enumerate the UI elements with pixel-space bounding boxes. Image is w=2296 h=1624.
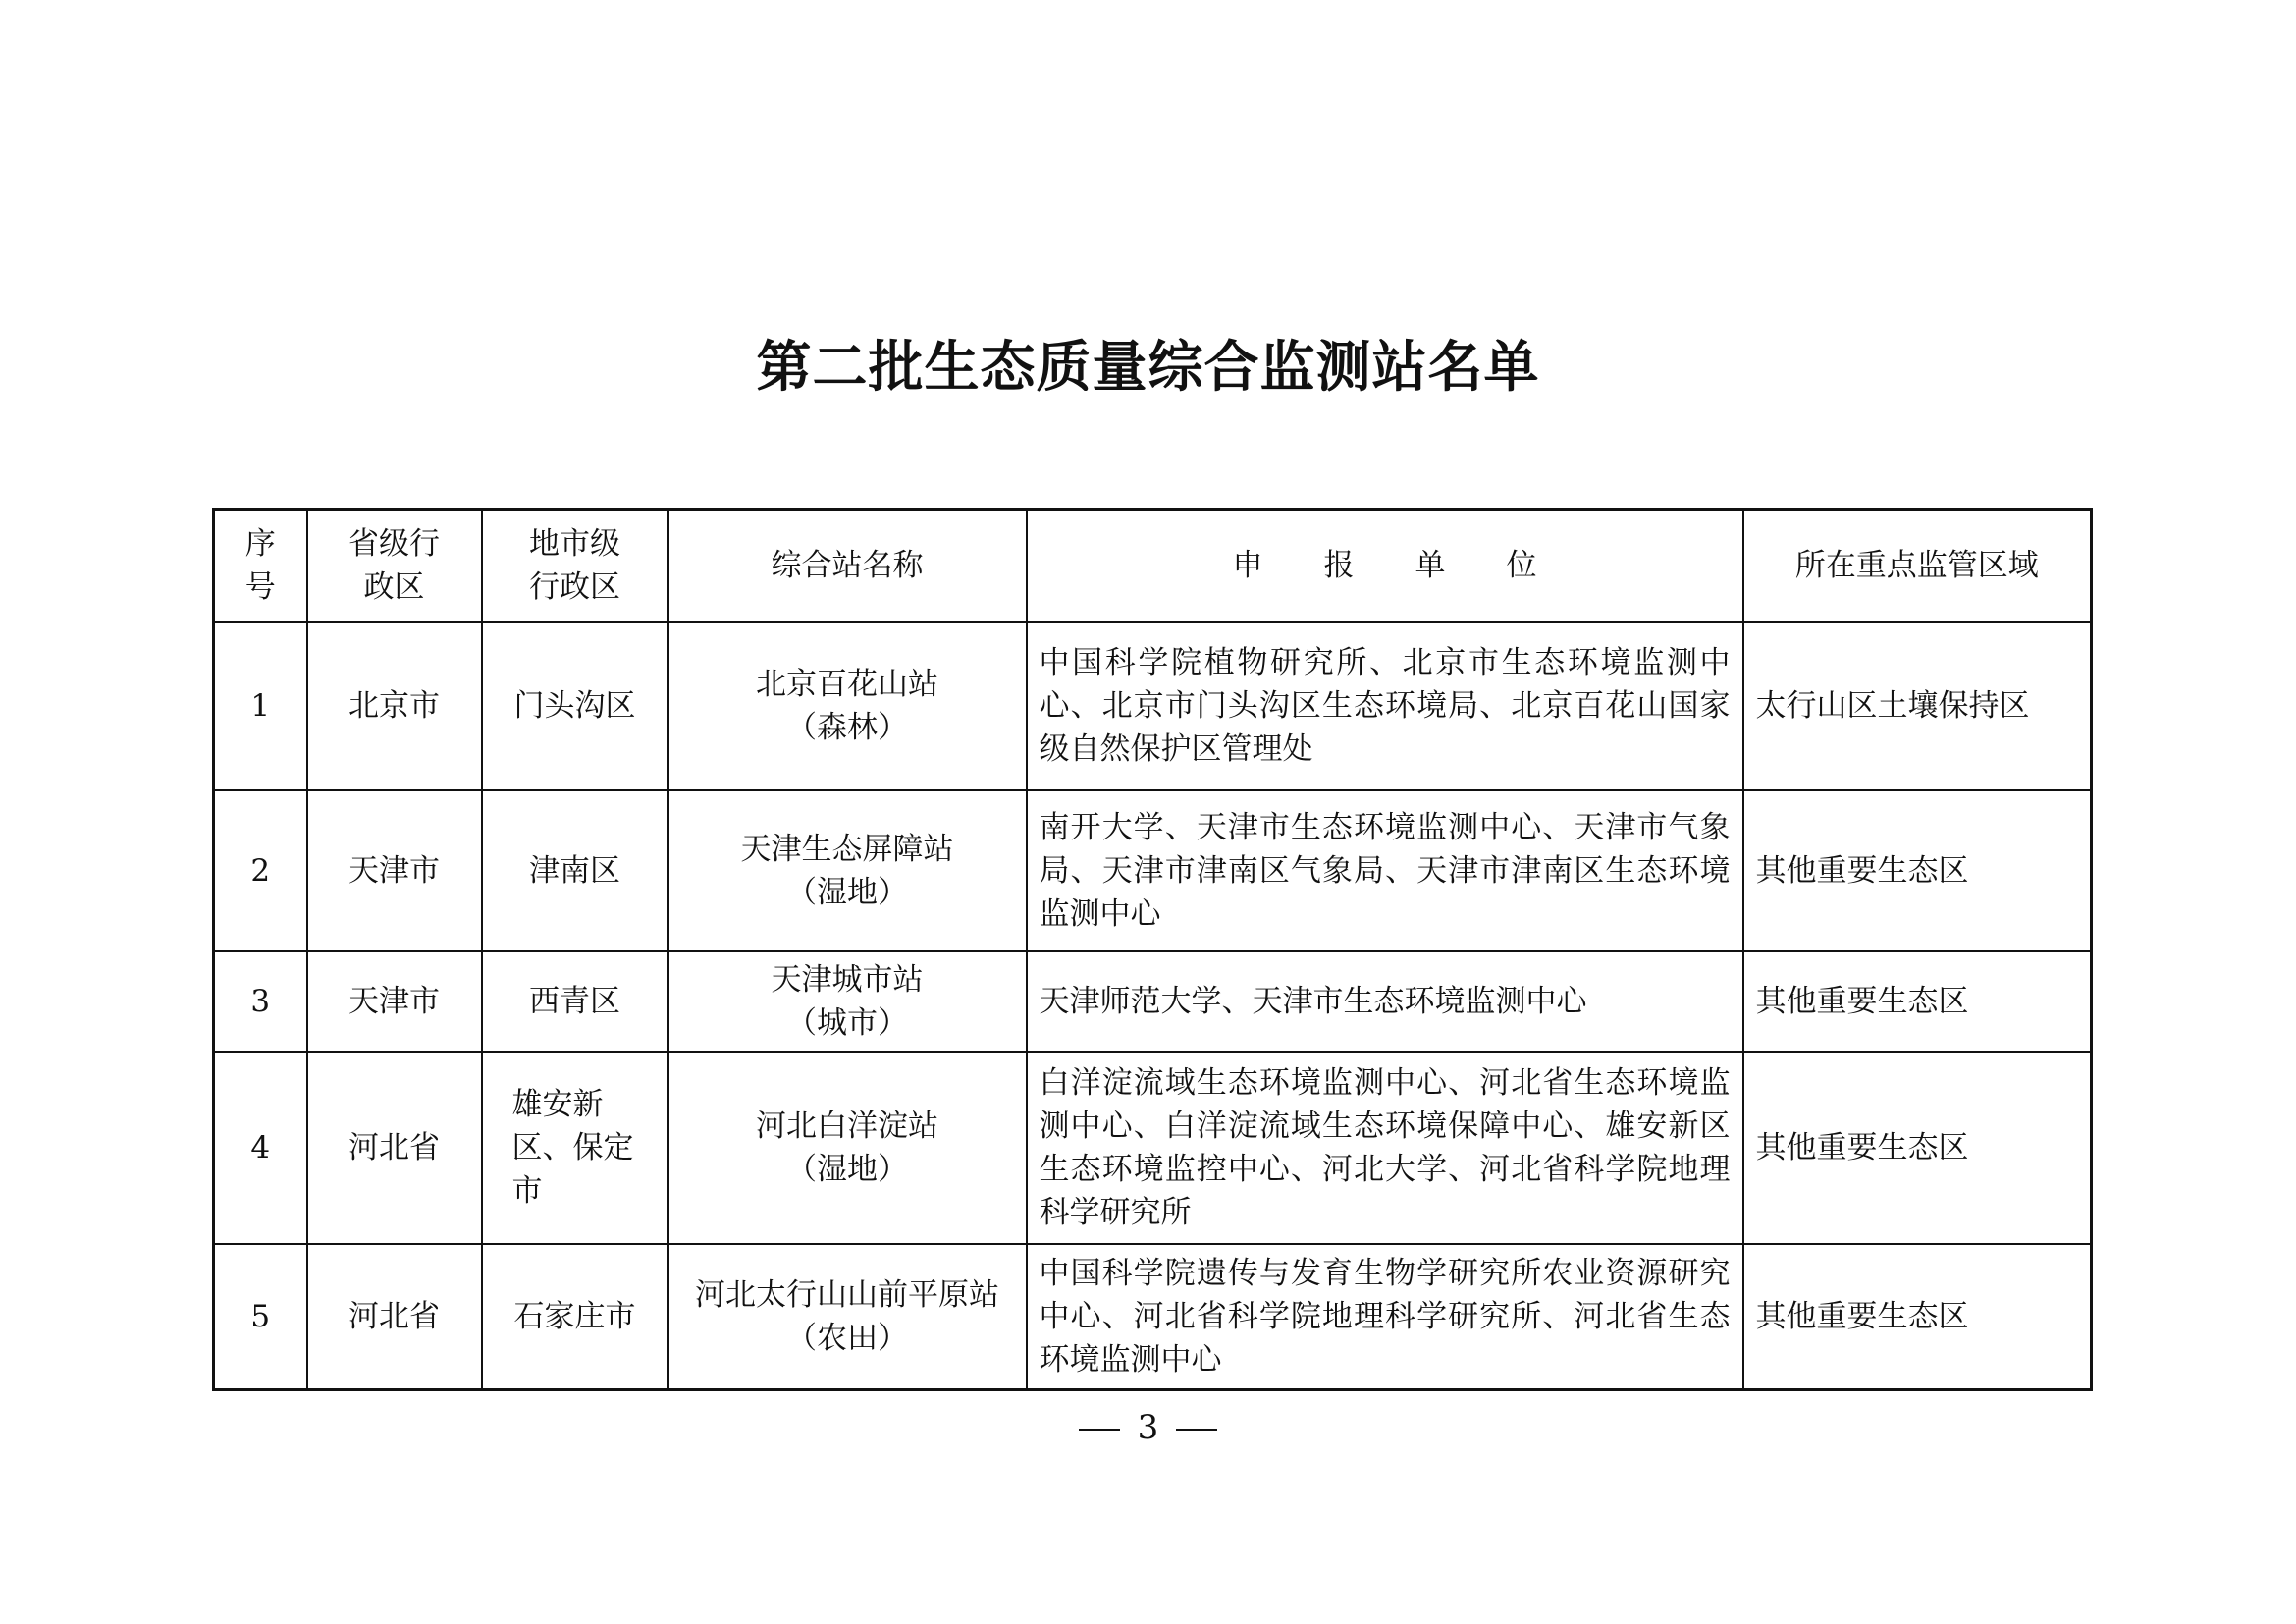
row-province: 北京市	[307, 622, 482, 790]
header-unit: 申报单位	[1027, 510, 1743, 623]
table-row	[214, 790, 2092, 951]
header-station: 综合站名称	[668, 510, 1027, 623]
page-number: 3	[1137, 1408, 1159, 1447]
row-province: 天津市	[307, 790, 482, 951]
row-seq: 1	[214, 622, 307, 790]
row-station	[668, 1052, 1027, 1244]
table-row	[214, 1244, 2092, 1389]
dash-right	[1176, 1429, 1217, 1431]
row-station	[668, 790, 1027, 951]
page-number-footer	[0, 1404, 2296, 1451]
row-province: 河北省	[307, 1052, 482, 1244]
table-header-row	[214, 510, 2092, 623]
station-name: 天津城市站	[771, 962, 924, 998]
table-row	[214, 622, 2092, 790]
row-region: 太行山区土壤保持区	[1743, 622, 2092, 790]
row-unit: 中国科学院植物研究所、北京市生态环境监测中心、北京市门头沟区生态环境局、北京百花山国家级自然保护区管理处	[1027, 622, 1743, 790]
row-city: 津南区	[482, 790, 668, 951]
row-region: 其他重要生态区	[1743, 790, 2092, 951]
row-station	[668, 622, 1027, 790]
row-unit: 南开大学、天津市生态环境监测中心、天津市气象局、天津市津南区气象局、天津市津南区生态环境监测中心	[1027, 790, 1743, 951]
row-unit: 中国科学院遗传与发育生物学研究所农业资源研究中心、河北省科学院地理科学研究所、河北省生态环境监测中心	[1027, 1244, 1743, 1389]
page-title: 第二批生态质量综合监测站名单	[756, 335, 1540, 400]
header-province: 省级行政区	[307, 510, 482, 623]
row-region: 其他重要生态区	[1743, 1244, 2092, 1389]
station-type: （城市）	[786, 1005, 908, 1041]
row-unit: 白洋淀流域生态环境监测中心、河北省生态环境监测中心、白洋淀流域生态环境保障中心、雄安新区生态环境监控中心、河北大学、河北省科学院地理科学研究所	[1027, 1052, 1743, 1244]
header-region: 所在重点监管区域	[1743, 510, 2092, 623]
dash-left	[1079, 1429, 1120, 1431]
station-type: （森林）	[786, 710, 908, 745]
station-list-table	[212, 508, 2093, 1391]
row-province: 河北省	[307, 1244, 482, 1389]
table-row	[214, 1052, 2092, 1244]
row-station	[668, 1244, 1027, 1389]
row-city: 石家庄市	[482, 1244, 668, 1389]
header-seq: 序号	[214, 510, 307, 623]
row-unit: 天津师范大学、天津市生态环境监测中心	[1027, 951, 1743, 1052]
header-city: 地市级行政区	[482, 510, 668, 623]
row-region: 其他重要生态区	[1743, 951, 2092, 1052]
station-type: （农田）	[786, 1320, 908, 1356]
station-type: （湿地）	[786, 875, 908, 910]
row-province: 天津市	[307, 951, 482, 1052]
row-region: 其他重要生态区	[1743, 1052, 2092, 1244]
station-name: 河北太行山山前平原站	[695, 1276, 999, 1313]
row-seq: 5	[214, 1244, 307, 1389]
table-row	[214, 951, 2092, 1052]
row-city: 雄安新区、保定市	[482, 1052, 668, 1244]
row-city: 门头沟区	[482, 622, 668, 790]
station-name: 河北白洋淀站	[756, 1109, 938, 1144]
row-station	[668, 951, 1027, 1052]
row-seq: 2	[214, 790, 307, 951]
station-name: 天津生态屏障站	[740, 832, 954, 867]
row-seq: 4	[214, 1052, 307, 1244]
station-name: 北京百花山站	[756, 667, 938, 702]
row-seq: 3	[214, 951, 307, 1052]
row-city: 西青区	[482, 951, 668, 1052]
station-type: （湿地）	[786, 1152, 908, 1187]
